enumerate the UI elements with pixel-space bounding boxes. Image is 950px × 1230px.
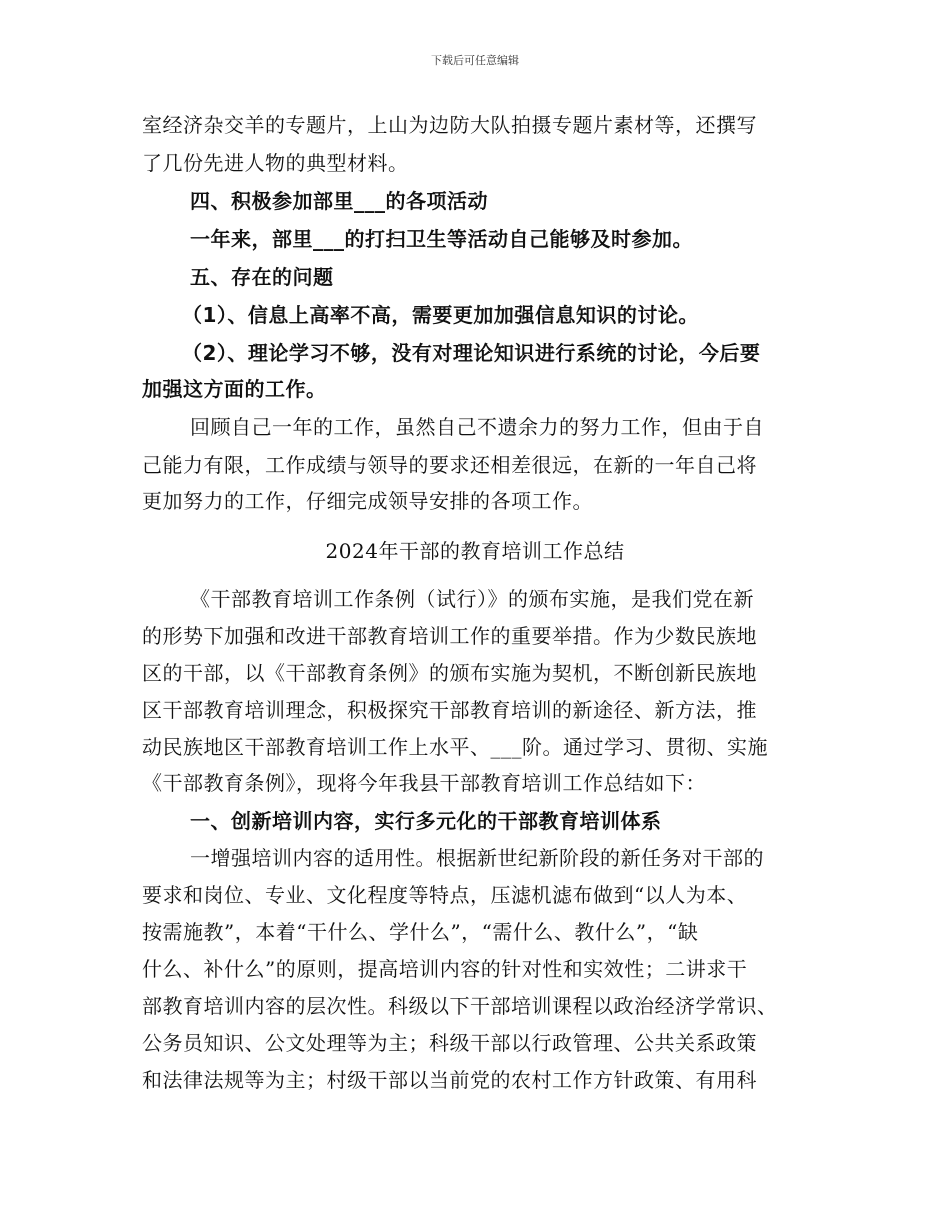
paragraph-line: 和法律法规等为主；村级干部以当前党的农村工作方针政策、有用科 (142, 1068, 757, 1092)
paragraph-line: 区干部教育培训理念，积极探究干部教育培训的新途径、新方法，推 (142, 698, 757, 722)
paragraph-line: 室经济杂交羊的专题片，上山为边防大队拍摄专题片素材等，还撰写 (142, 113, 757, 137)
paragraph-line: 己能力有限，工作成绩与领导的要求还相差很远，在新的一年自己将 (142, 453, 757, 477)
paragraph-line: 了几份先进人物的典型材料。 (142, 151, 409, 175)
paragraph-line: 更加努力的工作，仔细完成领导安排的各项工作。 (142, 489, 593, 513)
paragraph-line: 《干部教育条例》，现将今年我县干部教育培训工作总结如下： (142, 771, 706, 795)
paragraph-line: 什么、补什么”的原则，提高培训内容的针对性和实效性；二讲求干 (142, 957, 748, 981)
paragraph-line: 回顾自己一年的工作，虽然自己不遗余力的努力工作，但由于自 (190, 415, 764, 439)
paragraph-line: 要求和岗位、专业、文化程度等特点，压滤机滤布做到“以人为本、 (142, 883, 748, 907)
paragraph-line: 的形势下加强和改进干部教育培训工作的重要举措。作为少数民族地 (142, 624, 757, 648)
issue-item-2: （2）、理论学习不够，没有对理论知识进行系统的讨论，今后要 (182, 341, 761, 365)
paragraph-line: 公务员知识、公文处理等为主；科级干部以行政管理、公共关系政策 (142, 1031, 757, 1055)
paragraph-line: 一增强培训内容的适用性。根据新世纪新阶段的新任务对干部的 (190, 846, 764, 870)
document-title: 2024年干部的教育培训工作总结 (325, 539, 625, 563)
paragraph-line: 部教育培训内容的层次性。科级以下干部培训课程以政治经济学常识、 (142, 994, 778, 1018)
section-heading-1: 一、创新培训内容，实行多元化的干部教育培训体系 (190, 809, 662, 833)
page-header: 下载后可任意编辑 (431, 54, 519, 67)
issue-item-1: （1）、信息上高率不高，需要更加加强信息知识的讨论。 (182, 303, 699, 327)
section-heading-5: 五、存在的问题 (190, 265, 334, 289)
paragraph-line: 《干部教育培训工作条例（试行）》的颁布实施，是我们党在新 (190, 587, 754, 611)
paragraph-line: 区的干部，以《干部教育条例》的颁布实施为契机，不断创新民族地 (142, 661, 757, 685)
paragraph-line: 按需施教”，本着“干什么、学什么”，“需什么、教什么”，“缺 (142, 920, 699, 944)
issue-item-2-cont: 加强这方面的工作。 (142, 377, 327, 401)
paragraph-line-bold: 一年来，部里___的打扫卫生等活动自己能够及时参加。 (190, 227, 693, 251)
section-heading-4: 四、积极参加部里___的各项活动 (190, 189, 488, 213)
paragraph-line: 动民族地区干部教育培训工作上水平、___阶。通过学习、贯彻、实施 (142, 735, 768, 759)
